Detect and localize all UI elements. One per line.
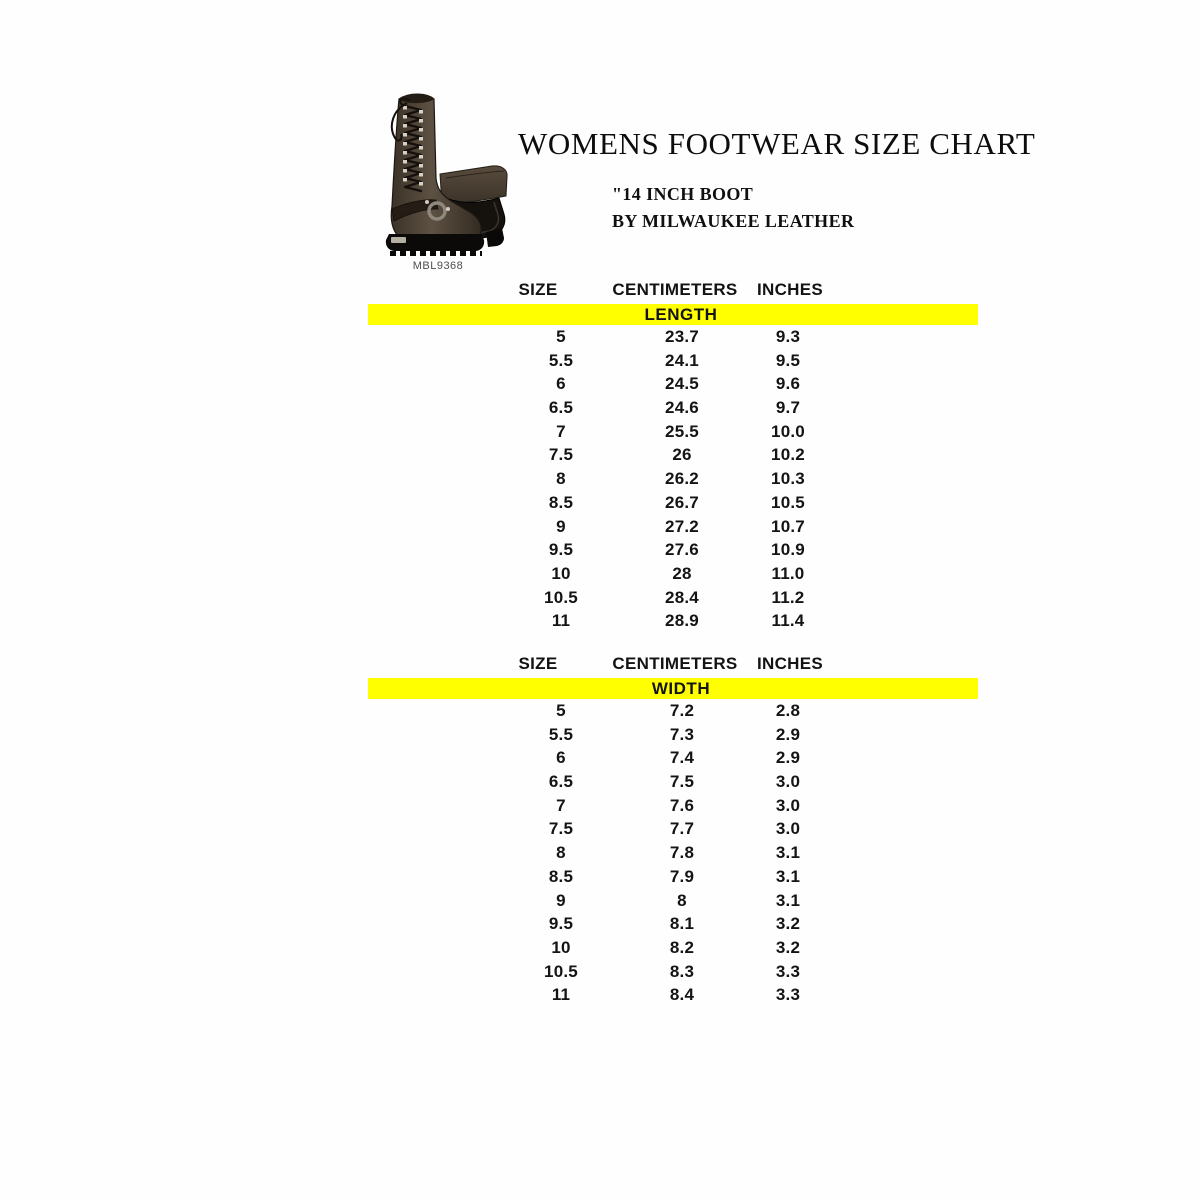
size-cell: 9.5: [548, 540, 574, 560]
width-rows: [368, 699, 978, 1007]
table-row: [368, 396, 978, 420]
size-cell: 7.5: [548, 445, 574, 465]
inches-cell: 2.9: [775, 724, 801, 744]
size-cell: 5: [556, 327, 566, 346]
subtitle-brand: BY MILWAUKEE LEATHER: [612, 211, 855, 231]
inches-cell: 3.0: [775, 819, 801, 839]
size-cell: 10: [551, 563, 571, 583]
size-cell: 10.5: [544, 587, 578, 607]
model-code-label: MBL9368: [412, 260, 464, 272]
table-row: [368, 746, 978, 770]
size-cell: 7.5: [548, 819, 574, 839]
table-row: [368, 699, 978, 723]
size-cell: 6.5: [548, 398, 574, 418]
table-row: [368, 723, 978, 747]
table-row: [368, 443, 978, 467]
size-cell: 8.5: [548, 866, 574, 886]
size-cell: 9: [556, 890, 566, 910]
table-row: [368, 960, 978, 984]
inches-cell: 3.0: [775, 772, 801, 792]
size-cell: 8: [556, 843, 566, 863]
length-rows: [368, 325, 978, 633]
table-row: [368, 889, 978, 913]
centimeters-cell: 27.2: [665, 516, 699, 536]
centimeters-cell: 7.2: [669, 701, 695, 720]
inches-cell: 10.2: [771, 445, 805, 465]
size-cell: 6.5: [548, 772, 574, 792]
size-cell: 9: [556, 516, 566, 536]
centimeters-cell: 7.6: [669, 795, 695, 815]
table-row: [368, 420, 978, 444]
centimeters-cell: 7.5: [669, 772, 695, 792]
page-title: WOMENS FOOTWEAR SIZE CHART: [518, 126, 1036, 161]
inches-cell: 10.5: [771, 492, 805, 512]
size-cell: 5.5: [548, 724, 574, 744]
table-row: [368, 983, 978, 1007]
centimeters-cell: 24.6: [665, 398, 699, 418]
table-row: [368, 325, 978, 349]
boot-image: [380, 88, 510, 258]
table-row: [368, 936, 978, 960]
size-cell: 6: [556, 374, 566, 394]
column-header-size: SIZE: [518, 280, 558, 299]
size-cell: 11: [551, 985, 571, 1005]
boot-photo: [380, 88, 510, 258]
centimeters-cell: 28: [672, 563, 692, 583]
size-cell: 7: [556, 795, 566, 815]
inches-cell: 3.2: [775, 937, 801, 957]
column-header-centimeters: CENTIMETERS: [612, 280, 738, 299]
inches-cell: 10.7: [771, 516, 805, 536]
inches-cell: 3.2: [775, 914, 801, 934]
table-row: [368, 817, 978, 841]
column-header-centimeters: CENTIMETERS: [612, 654, 738, 673]
table-row: [368, 515, 978, 539]
table-row: [368, 865, 978, 889]
size-cell: 5.5: [548, 350, 574, 370]
inches-cell: 10.9: [771, 540, 805, 560]
inches-cell: 3.1: [775, 890, 801, 910]
size-cell: 5: [556, 701, 566, 720]
centimeters-cell: 23.7: [665, 327, 699, 346]
centimeters-cell: 26: [672, 445, 692, 465]
inches-cell: 9.6: [775, 374, 801, 394]
inches-cell: 9.5: [775, 350, 801, 370]
centimeters-cell: 28.4: [665, 587, 699, 607]
centimeters-cell: 24.1: [665, 350, 699, 370]
centimeters-cell: 7.7: [669, 819, 695, 839]
centimeters-cell: 7.3: [669, 724, 695, 744]
centimeters-cell: 25.5: [665, 421, 699, 441]
size-cell: 8.5: [548, 492, 574, 512]
inches-cell: 3.1: [775, 866, 801, 886]
centimeters-cell: 8: [677, 890, 687, 910]
table-row: [368, 609, 978, 633]
centimeters-cell: 28.9: [665, 611, 699, 631]
table-row: [368, 586, 978, 610]
size-cell: 10.5: [544, 961, 578, 981]
centimeters-cell: 26.7: [665, 492, 699, 512]
inches-cell: 3.0: [775, 795, 801, 815]
inches-cell: 9.3: [775, 327, 801, 346]
length-band: LENGTH: [368, 304, 978, 325]
table-row: [368, 538, 978, 562]
inches-cell: 3.1: [775, 843, 801, 863]
table-row: [368, 562, 978, 586]
inches-cell: 2.9: [775, 748, 801, 768]
table-row: [368, 770, 978, 794]
column-header-inches: INCHES: [756, 280, 824, 299]
table-row: [368, 912, 978, 936]
inches-cell: 10.0: [771, 421, 805, 441]
size-cell: 9.5: [548, 914, 574, 934]
size-cell: 8: [556, 469, 566, 489]
length-table: [0, 280, 1200, 640]
table-row: [368, 491, 978, 515]
column-header-inches: INCHES: [756, 654, 824, 673]
subtitle-boot: "14 INCH BOOT: [612, 184, 754, 204]
centimeters-cell: 7.4: [669, 748, 695, 768]
inches-cell: 10.3: [771, 469, 805, 489]
inches-cell: 11.0: [771, 563, 805, 583]
column-header-size: SIZE: [518, 654, 558, 673]
centimeters-cell: 7.8: [669, 843, 695, 863]
table-row: [368, 372, 978, 396]
width-table: [0, 654, 1200, 1014]
table-row: [368, 794, 978, 818]
size-cell: 10: [551, 937, 571, 957]
inches-cell: 11.2: [771, 587, 805, 607]
centimeters-cell: 7.9: [669, 866, 695, 886]
inches-cell: 3.3: [775, 961, 801, 981]
table-row: [368, 467, 978, 491]
inches-cell: 3.3: [775, 985, 801, 1005]
centimeters-cell: 27.6: [665, 540, 699, 560]
table-row: [368, 349, 978, 373]
centimeters-cell: 8.1: [669, 914, 695, 934]
centimeters-cell: 8.2: [669, 937, 695, 957]
centimeters-cell: 8.3: [669, 961, 695, 981]
centimeters-cell: 26.2: [665, 469, 699, 489]
inches-cell: 2.8: [775, 701, 801, 720]
centimeters-cell: 8.4: [669, 985, 695, 1005]
centimeters-cell: 24.5: [665, 374, 699, 394]
size-cell: 6: [556, 748, 566, 768]
width-band: WIDTH: [368, 678, 978, 699]
inches-cell: 11.4: [771, 611, 805, 631]
table-row: [368, 841, 978, 865]
size-cell: 7: [556, 421, 566, 441]
size-cell: 11: [551, 611, 571, 631]
inches-cell: 9.7: [775, 398, 801, 418]
